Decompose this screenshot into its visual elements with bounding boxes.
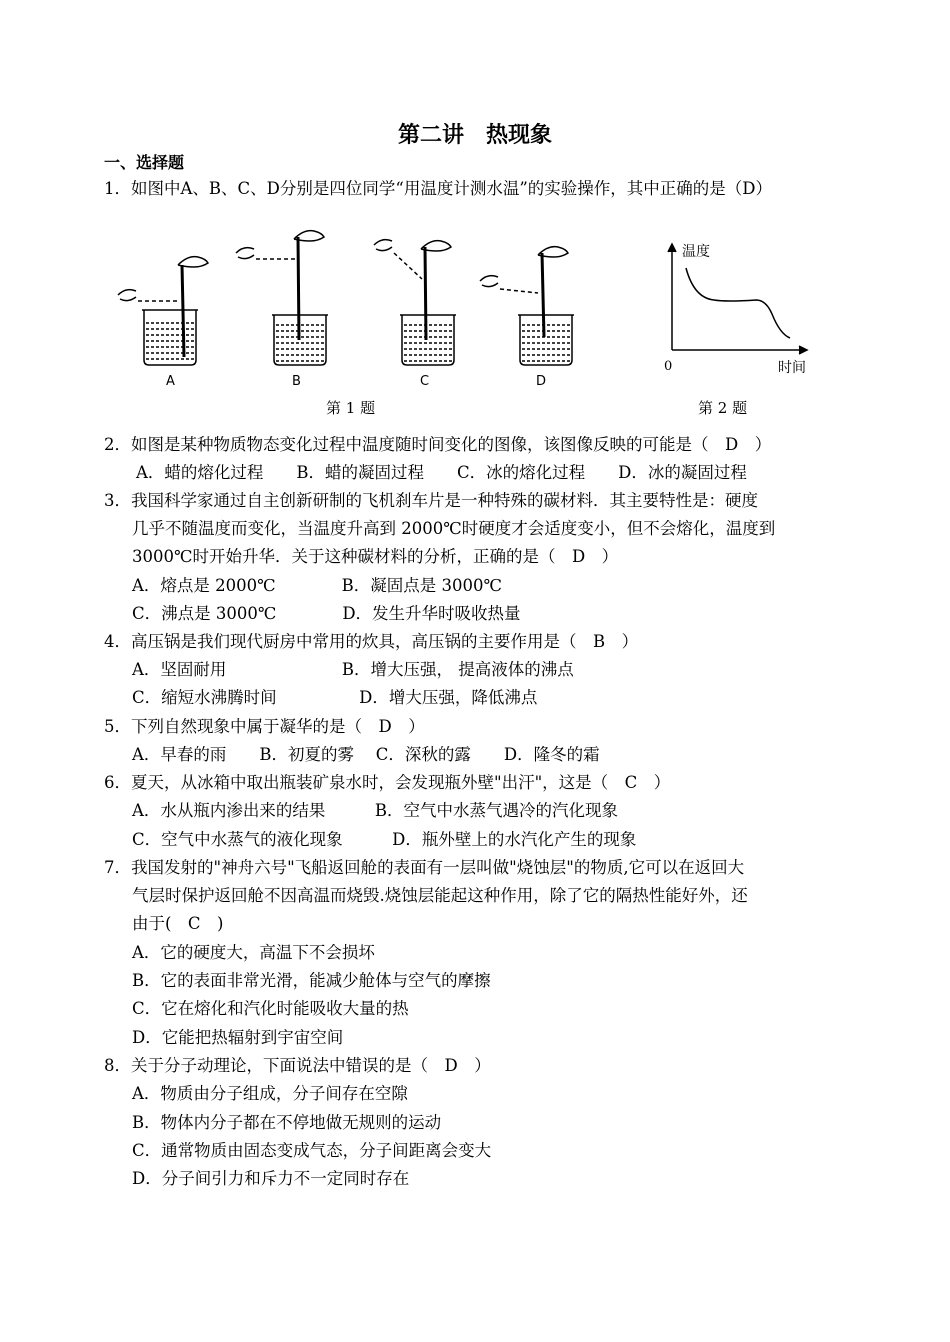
fig2-xlabel: 时间 [778, 360, 806, 376]
figure-1-thermometers [108, 225, 588, 395]
page-title: 第二讲 热现象 [397, 123, 552, 148]
figure-2-caption: 第 2 题 [698, 399, 748, 417]
question-1: 1．如图中A、B、C、D分别是四位同学“用温度计测水温”的实验操作，其中正确的是（D） [104, 179, 772, 198]
question-4-options-1: A．坚固耐用 B．增大压强， 提高液体的沸点 [132, 660, 574, 679]
beaker-c [374, 240, 456, 365]
question-7-line-2: 气层时保护返回舱不因高温而烧毁.烧蚀层能起这种作用，除了它的隔热性能好外，还 [132, 886, 748, 905]
section-heading: 一、选择题 [104, 153, 185, 172]
fig-label-b: B [292, 374, 301, 389]
question-8-option-b: B．物体内分子都在不停地做无规则的运动 [132, 1113, 442, 1132]
question-3-line-2: 几乎不随温度而变化，当温度升高到 2000℃时硬度才会适度变小，但不会熔化，温度到 [132, 519, 776, 538]
temperature-curve [686, 268, 790, 338]
fig-label-a: A [166, 374, 175, 389]
question-8-option-d: D．分子间引力和斥力不一定同时存在 [132, 1169, 410, 1188]
question-8-option-a: A．物质由分子组成，分子间存在空隙 [132, 1084, 408, 1103]
question-3-line-1: 3．我国科学家通过自主创新研制的飞机刹车片是一种特殊的碳材料．其主要特性是：硬度 [104, 491, 758, 510]
question-6-options-2: C．空气中水蒸气的液化现象 D．瓶外壁上的水汽化产生的现象 [132, 830, 637, 849]
question-8: 8．关于分子动理论，下面说法中错误的是（ D ） [104, 1056, 491, 1075]
question-5: 5．下列自然现象中属于凝华的是（ D ） [104, 717, 425, 736]
question-2-options: A．蜡的熔化过程 B．蜡的凝固过程 C．冰的熔化过程 D．冰的凝固过程 [136, 463, 747, 482]
question-7-option-b: B．它的表面非常光滑，能减少舱体与空气的摩擦 [132, 971, 491, 990]
question-4: 4．高压锅是我们现代厨房中常用的炊具，高压锅的主要作用是（ B ） [104, 632, 639, 651]
question-3-options-1: A．熔点是 2000℃ B．凝固点是 3000℃ [132, 576, 502, 595]
question-3-options-2: C．沸点是 3000℃ D．发生升华时吸收热量 [132, 604, 521, 623]
question-7-line-3: 由于( C ) [132, 914, 224, 933]
fig2-ylabel: 温度 [682, 244, 710, 260]
question-7-line-1: 7．我国发射的"神舟六号"飞船返回舱的表面有一层叫做"烧蚀层"的物质,它可以在返回大 [104, 858, 745, 877]
question-6-options-1: A．水从瓶内渗出来的结果 B．空气中水蒸气遇冷的汽化现象 [132, 801, 619, 820]
beaker-a [118, 257, 208, 365]
beaker-d [480, 247, 574, 365]
figure-1-caption: 第 1 题 [326, 399, 376, 417]
fig-label-c: C [420, 374, 430, 389]
question-7-option-a: A．它的硬度大，高温下不会损坏 [132, 943, 375, 962]
question-7-option-d: D．它能把热辐射到宇宙空间 [132, 1028, 344, 1047]
question-6: 6．夏天，从冰箱中取出瓶装矿泉水时，会发现瓶外壁"出汗"，这是（ C ） [104, 773, 671, 792]
question-4-options-2: C．缩短水沸腾时间 D．增大压强，降低沸点 [132, 688, 538, 707]
figure-2-graph [660, 238, 820, 378]
fig2-origin: 0 [664, 359, 673, 374]
question-8-option-c: C．通常物质由固态变成气态，分子间距离会变大 [132, 1141, 492, 1160]
fig-label-d: D [536, 374, 547, 389]
question-2: 2．如图是某种物质物态变化过程中温度随时间变化的图像，该图像反映的可能是（ D ） [104, 435, 772, 454]
question-7-option-c: C．它在熔化和汽化时能吸收大量的热 [132, 999, 409, 1018]
beaker-b [236, 231, 328, 365]
question-3-line-3: 3000℃时开始升华．关于这种碳材料的分析，正确的是（ D ） [132, 547, 619, 566]
question-5-options: A．早春的雨 B．初夏的雾 C．深秋的露 D．隆冬的霜 [132, 745, 600, 764]
